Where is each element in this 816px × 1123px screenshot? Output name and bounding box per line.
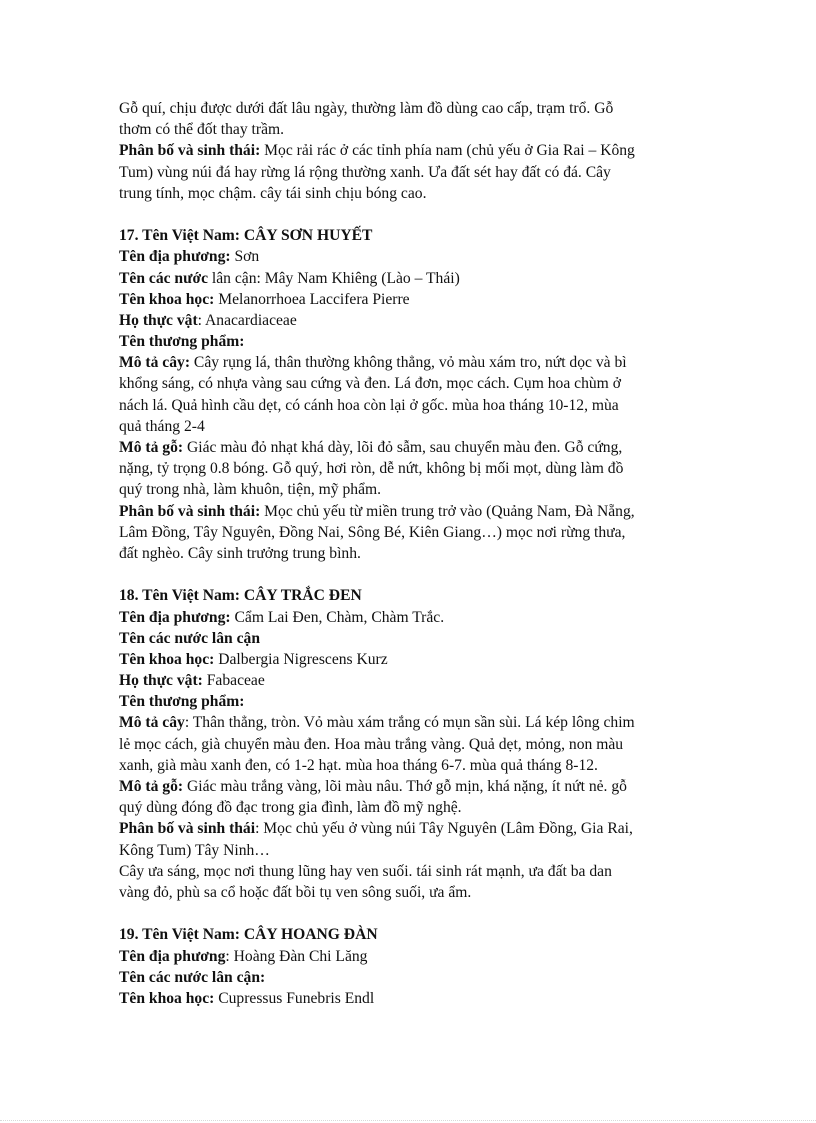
text-line: quả tháng 2-4: [119, 417, 205, 435]
local-name: Tên địa phương: Sơn: [119, 248, 260, 266]
section-17-heading: 17. Tên Việt Nam: CÂY SƠN HUYẾT: [119, 227, 373, 245]
field-label: Phân bố và sinh thái:: [119, 142, 261, 160]
text-line: quý trong nhà, làm khuôn, tiện, mỹ phẩm.: [119, 481, 382, 499]
distribution: Phân bố và sinh thái: Mọc chủ yếu ở vùng núi Tây Nguyên (Lâm Đồng, Gia Rai,: [119, 820, 633, 838]
text-line: khổng sáng, có nhựa vàng sau cứng và đen. Lá đơn, mọc cách. Cụm hoa chùm ở: [119, 375, 621, 393]
scientific-name: Tên khoa học: Melanorrhoea Laccifera Pierre: [119, 290, 410, 308]
distribution: Phân bố và sinh thái: Mọc chủ yếu từ miền trung trở vào (Quảng Nam, Đà Nẵng,: [119, 502, 635, 520]
tree-description: Mô tả cây: Cây rụng lá, thân thường không thẳng, vỏ màu xám tro, nứt dọc và bì: [119, 354, 627, 372]
text-line: Kông Tum) Tây Ninh…: [119, 841, 270, 859]
neighbor-names: Tên các nước lân cận: Mây Nam Khiêng (Lào – Thái): [119, 269, 460, 287]
trade-name: Tên thương phẩm:: [119, 333, 245, 351]
trade-name: Tên thương phẩm:: [119, 693, 245, 711]
text-line: nách lá. Quả hình cầu dẹt, có cánh hoa còn lại ở gốc. mùa hoa tháng 10-12, mùa: [119, 396, 619, 414]
scientific-name: Tên khoa học: Cupressus Funebris Endl: [119, 989, 375, 1007]
text-line: vàng đỏ, phù sa cổ hoặc đất bồi tụ ven sông suối, ưa ẩm.: [119, 883, 472, 901]
intro-line: trung tính, mọc chậm. cây tái sinh chịu bóng cao.: [119, 184, 427, 202]
intro-line: Tum) vùng núi đá hay rừng lá rộng thường xanh. Ưa đất sét hay đất có đá. Cây: [119, 163, 611, 181]
scientific-name: Tên khoa học: Dalbergia Nigrescens Kurz: [119, 650, 388, 668]
field-value: Mọc rải rác ở các tỉnh phía nam (chủ yếu ở Gia Rai – Kông: [260, 142, 635, 160]
wood-description: Mô tả gỗ: Giác màu đỏ nhạt khá dày, lõi đỏ sẫm, sau chuyển màu đen. Gỗ cứng,: [119, 439, 623, 456]
intro-distribution: [119, 140, 699, 161]
text-line: nặng, tỷ trọng 0.8 bóng. Gỗ quý, hơi ròn, dễ nứt, không bị mối mọt, dùng làm đồ: [119, 460, 624, 478]
neighbor-names: Tên các nước lân cận: [119, 629, 261, 647]
document-page: [119, 98, 699, 1009]
text-line: Lâm Đồng, Tây Nguyên, Đồng Nai, Sông Bé, Kiên Giang…) mọc nơi rừng thưa,: [119, 523, 626, 541]
plant-family: Họ thực vật: Anacardiaceae: [119, 311, 297, 329]
section-18-heading: 18. Tên Việt Nam: CÂY TRẮC ĐEN: [119, 587, 362, 605]
section-19-heading: 19. Tên Việt Nam: CÂY HOANG ĐÀN: [119, 926, 378, 944]
text-line: Cây ưa sáng, mọc nơi thung lũng hay ven suối. tái sinh rát mạnh, ưa đất ba dan: [119, 862, 612, 880]
wood-description: Mô tả gỗ: Giác màu trắng vàng, lõi màu nâu. Thớ gỗ mịn, khá nặng, ít nứt nẻ. gỗ: [119, 778, 627, 795]
text-line: đất nghèo. Cây sinh trưởng trung bình.: [119, 544, 361, 562]
local-name: Tên địa phương: Cẩm Lai Đen, Chàm, Chàm Trắc.: [119, 608, 445, 626]
spacer: [119, 564, 699, 585]
plant-family: Họ thực vật: Fabaceae: [119, 672, 265, 690]
tree-description: Mô tả cây: Thân thẳng, tròn. Vỏ màu xám trắng có mụn sần sùi. Lá kép lông chim: [119, 714, 635, 732]
intro-line: Gỗ quí, chịu được dưới đất lâu ngày, thường làm đồ dùng cao cấp, trạm trổ. Gỗ: [119, 100, 614, 117]
spacer: [119, 204, 699, 225]
local-name: Tên địa phương: Hoàng Đàn Chi Lăng: [119, 947, 368, 965]
text-line: quý dùng đóng đồ đạc trong gia đình, làm đồ mỹ nghệ.: [119, 799, 462, 817]
spacer: [119, 903, 699, 924]
text-line: lẻ mọc cách, già chuyển màu đen. Hoa màu trắng vàng. Quả dẹt, mỏng, non màu: [119, 735, 624, 753]
neighbor-names: Tên các nước lân cận:: [119, 968, 266, 986]
page-bottom-border: [0, 1120, 816, 1121]
intro-line: thơm có thể đốt thay trầm.: [119, 121, 285, 139]
text-line: xanh, già màu xanh đen, có 1-2 hạt. mùa hoa tháng 6-7. mùa quả tháng 8-12.: [119, 756, 598, 774]
